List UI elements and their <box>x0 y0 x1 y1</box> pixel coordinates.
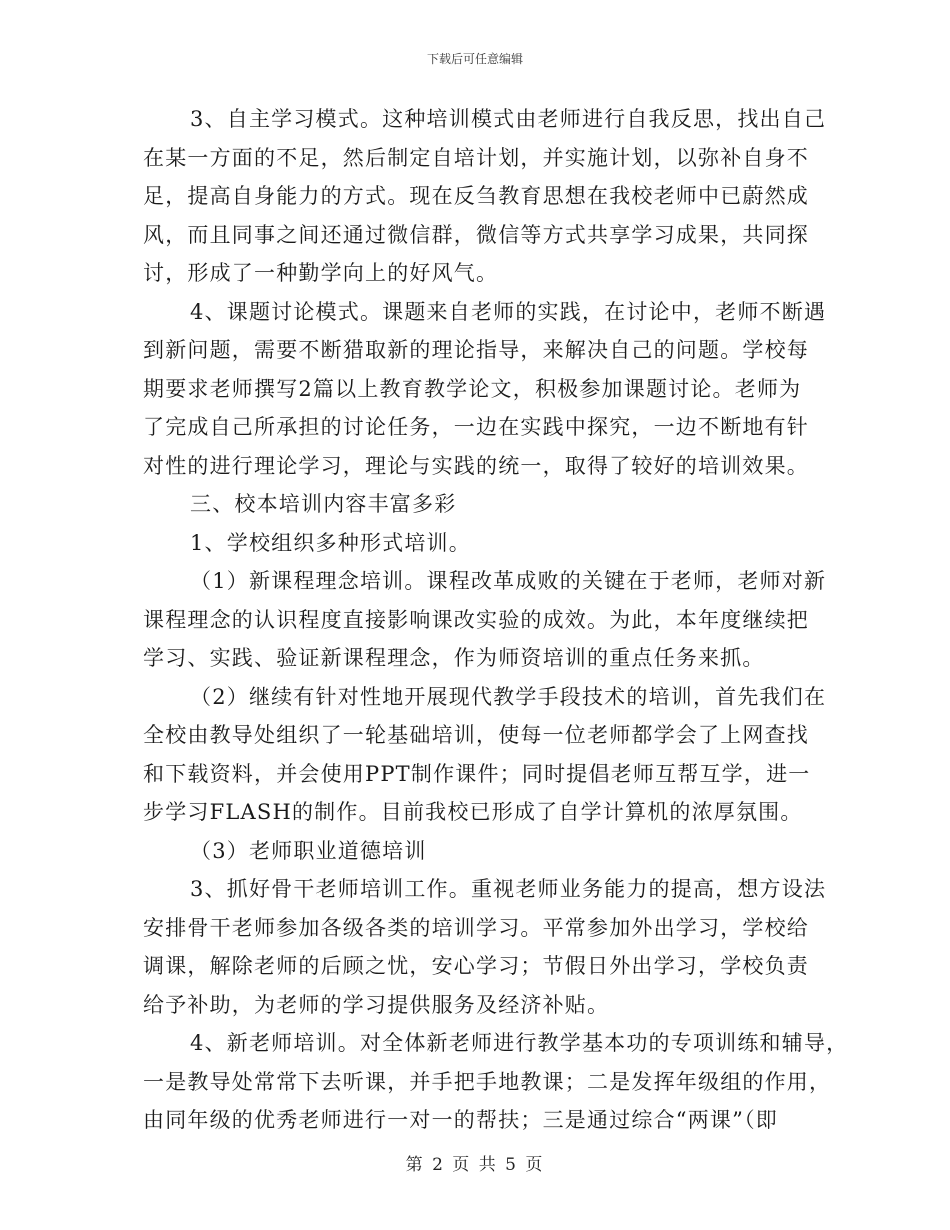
text-line: 4、课题讨论模式。课题来自老师的实践，在讨论中，老师不断遇 <box>190 299 827 324</box>
text-line: 4、新老师培训。对全体新老师进行教学基本功的专项训练和辅导， <box>190 1031 849 1055</box>
text-line: 由同年级的优秀老师进行一对一的帮扶；三是通过综合“两课”（即 <box>143 1108 778 1132</box>
text-line: 三、校本培训内容丰富多彩 <box>190 492 457 516</box>
text-line: 讨，形成了一种勤学向上的好风气。 <box>143 261 499 285</box>
text-line: 全校由教导处组织了一轮基础培训，使每一位老师都学会了上网查找 <box>143 723 809 747</box>
text-line: 学习、实践、验证新课程理念，作为师资培训的重点任务来抓。 <box>143 646 765 670</box>
page-header: 下载后可任意编辑 <box>426 52 523 66</box>
text-line: 安排骨干老师参加各级各类的培训学习。平常参加外出学习，学校给 <box>143 915 809 940</box>
text-line: 调课，解除老师的后顾之忧，安心学习；节假日外出学习，学校负责 <box>143 954 809 978</box>
text-line: 了完成自己所承担的讨论任务，一边在实践中探究，一边不断地有针 <box>143 415 809 439</box>
text-line: 课程理念的认识程度直接影响课改实验的成效。为此，本年度继续把 <box>143 607 809 632</box>
text-line: 期要求老师撰写2篇以上教育教学论文，积极参加课题讨论。老师为 <box>143 376 802 401</box>
text-line: 对性的进行理论学习，理论与实践的统一，取得了较好的培训效果。 <box>143 453 809 478</box>
text-line: 风，而且同事之间还通过微信群，微信等方式共享学习成果，共同探 <box>143 222 809 247</box>
text-line: （3）老师职业道德培训 <box>190 838 427 863</box>
text-line: 1、学校组织多种形式培训。 <box>190 530 471 555</box>
text-line: 3、自主学习模式。这种培训模式由老师进行自我反思，找出自己 <box>190 107 827 131</box>
text-line: 到新问题，需要不断猎取新的理论指导，来解决自己的问题。学校每 <box>143 338 809 362</box>
text-line: 步学习FLASH的制作。目前我校已形成了自学计算机的浓厚氛围。 <box>143 800 803 824</box>
text-line: 和下载资料，并会使用PPT制作课件；同时提倡老师互帮互学，进一 <box>143 761 811 786</box>
page-number: 第 2 页 共 5 页 <box>405 1155 545 1175</box>
text-line: 一是教导处常常下去听课，并手把手地教课；二是发挥年级组的作用， <box>143 1069 832 1094</box>
text-line: 足，提高自身能力的方式。现在反刍教育思想在我校老师中已蔚然成 <box>143 184 809 208</box>
text-line: 在某一方面的不足，然后制定自培计划，并实施计划，以弥补自身不 <box>143 145 809 170</box>
document-body <box>143 100 849 1140</box>
text-line: 3、抓好骨干老师培训工作。重视老师业务能力的提高，想方设法 <box>190 877 827 901</box>
text-line: （2）继续有针对性地开展现代教学手段技术的培训，首先我们在 <box>190 684 827 709</box>
text-line: （1）新课程理念培训。课程改革成败的关键在于老师，老师对新 <box>190 569 827 593</box>
text-line: 给予补助，为老师的学习提供服务及经济补贴。 <box>143 992 610 1017</box>
